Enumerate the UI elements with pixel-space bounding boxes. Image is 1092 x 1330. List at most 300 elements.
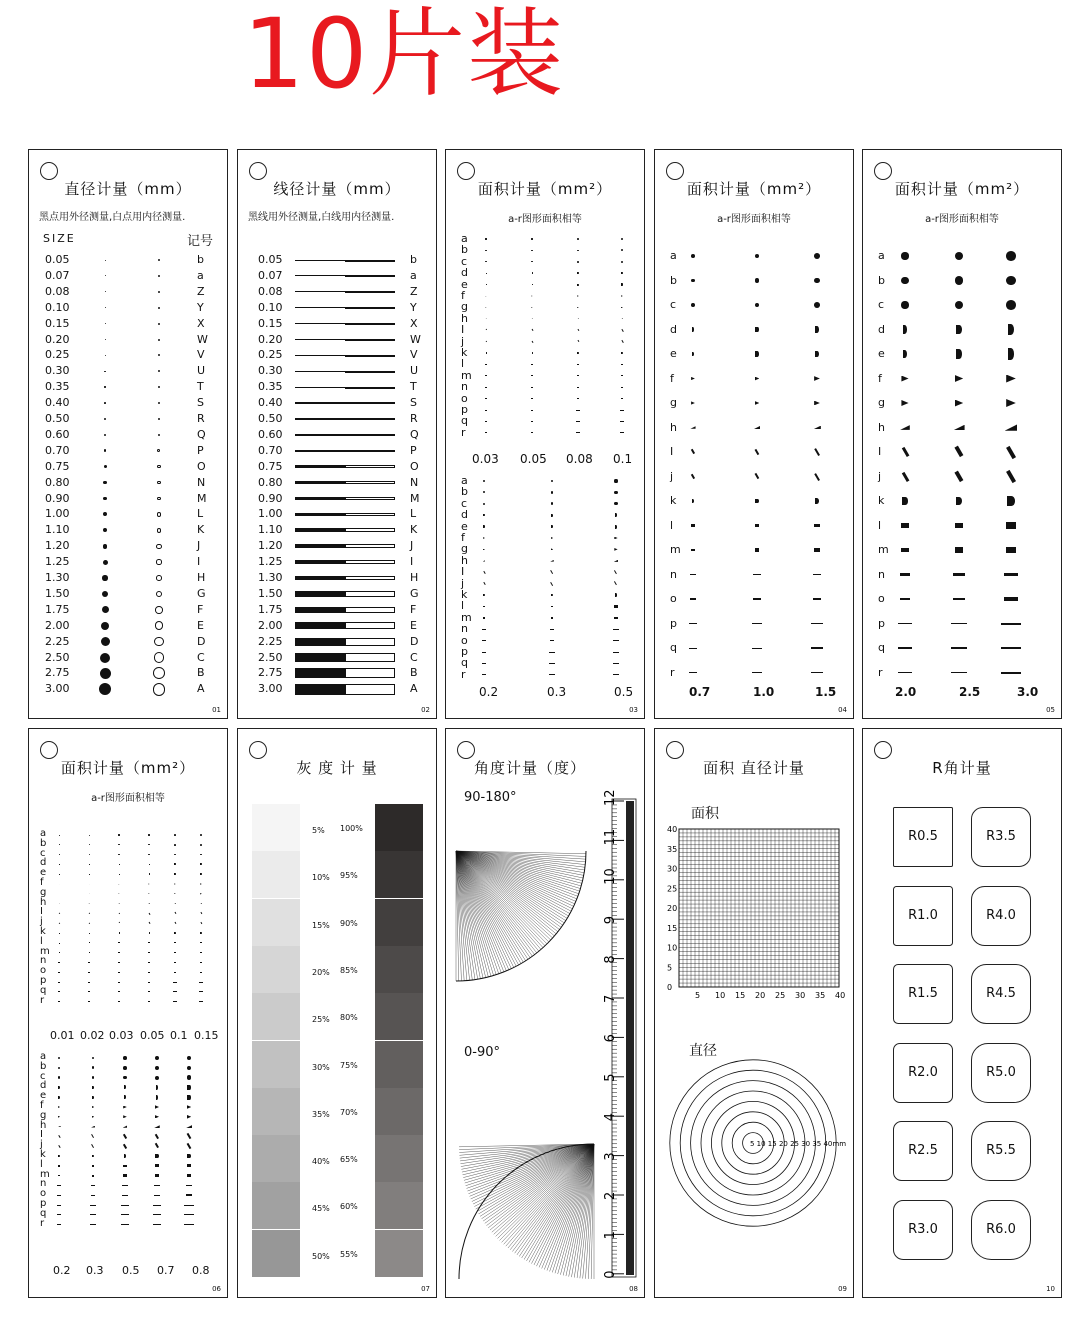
wire-row — [238, 301, 437, 315]
area-shape — [1008, 324, 1014, 335]
size-value: 0.50 — [45, 412, 70, 425]
wire-code: V — [410, 348, 418, 362]
shape-letter: I — [40, 1129, 43, 1141]
area-shape — [811, 647, 823, 648]
tick-label: 1.0 — [753, 685, 775, 699]
area-shape — [123, 1115, 127, 1118]
area-shape — [813, 426, 821, 430]
area-shape — [121, 1224, 128, 1225]
area-shape — [173, 1001, 176, 1002]
area-shape — [58, 1057, 60, 1059]
size-row — [29, 380, 228, 394]
shape-letter: g — [461, 542, 468, 556]
shape-letter: c — [878, 298, 885, 311]
area-shape — [174, 922, 176, 924]
area-shape — [88, 991, 90, 992]
area-shape — [57, 1205, 62, 1206]
area-shape — [953, 573, 966, 576]
shape-letter: p — [461, 403, 468, 416]
wire-code: C — [410, 650, 418, 664]
area-shape — [155, 1056, 159, 1060]
black-line — [295, 668, 345, 678]
area-shape — [148, 991, 151, 992]
banner-title: 10片装 — [243, 0, 566, 110]
filled-dot — [104, 402, 106, 404]
black-line — [295, 387, 345, 388]
area-shape — [900, 573, 911, 575]
area-shape — [690, 574, 696, 575]
area-shape — [955, 547, 963, 553]
area-shape — [92, 1086, 94, 1089]
white-line — [345, 307, 395, 309]
hollow-dot — [155, 606, 163, 614]
area-shape — [485, 421, 487, 422]
area-shape — [187, 1143, 192, 1149]
area-shape — [90, 1205, 96, 1206]
area-shape — [1006, 547, 1016, 553]
area-shape — [174, 844, 176, 846]
black-line — [295, 591, 345, 596]
size-value: 0.20 — [45, 332, 70, 346]
tick-label: 0.2 — [53, 1264, 71, 1277]
size-row — [29, 666, 228, 680]
area-shape — [689, 672, 697, 673]
white-line — [345, 497, 395, 500]
area-shape — [811, 672, 823, 673]
shape-letter: g — [670, 396, 677, 409]
black-line — [295, 684, 345, 695]
area-shape — [577, 364, 579, 365]
white-line — [345, 371, 395, 373]
area-shape — [614, 548, 617, 551]
area-shape — [148, 1001, 151, 1002]
shape-letter: I — [40, 906, 43, 918]
ruler-number: 3 — [603, 1152, 618, 1161]
card-subtitle: a-r图形面积相等 — [925, 214, 999, 225]
area-shape — [90, 1214, 96, 1215]
filled-dot — [104, 371, 105, 372]
area-shape — [614, 570, 617, 575]
area-shape — [953, 598, 966, 601]
wire-code: M — [410, 491, 420, 505]
area-shape — [1008, 348, 1014, 359]
shape-letter: b — [878, 273, 885, 287]
card-area-gauge-small — [445, 149, 645, 719]
tick-label: 0.08 — [566, 452, 593, 466]
white-line — [345, 260, 395, 262]
size-row — [29, 444, 228, 458]
area-shape — [614, 605, 617, 607]
ruler-number: 5 — [603, 1073, 618, 1082]
radius-sample: R2.0 — [893, 1043, 953, 1103]
gray-label-light: 5% — [312, 826, 325, 835]
shape-letter: c — [40, 847, 46, 859]
wire-code: H — [410, 571, 419, 584]
area-shape — [551, 582, 554, 586]
size-code: B — [197, 666, 205, 680]
shape-letter: r — [878, 665, 883, 679]
tick-label: 0.8 — [192, 1264, 210, 1277]
area-shape — [1006, 522, 1016, 528]
filled-dot — [103, 497, 107, 501]
area-shape — [755, 303, 760, 308]
filled-dot — [105, 291, 106, 292]
white-line — [345, 402, 395, 404]
area-shape — [551, 617, 554, 619]
card-number: 07 — [421, 1285, 430, 1293]
shape-letter: h — [670, 420, 677, 434]
wire-row — [238, 555, 437, 569]
area-shape — [621, 375, 623, 376]
hollow-dot — [158, 323, 160, 325]
size-row — [29, 682, 228, 696]
area-shape — [485, 318, 486, 319]
filled-dot — [104, 386, 105, 387]
angle-label-0-90: 0-90° — [464, 1045, 501, 1060]
area-shape — [153, 1205, 161, 1206]
tick-label: 0.2 — [479, 685, 499, 699]
area-shape — [813, 574, 822, 576]
area-shape — [689, 623, 697, 624]
area-shape — [57, 1126, 60, 1128]
area-shape — [483, 594, 485, 596]
area-shape — [691, 474, 695, 479]
area-shape — [155, 1115, 159, 1118]
wire-code: P — [410, 443, 417, 457]
size-value: 1.30 — [45, 571, 70, 584]
shape-letter: c — [461, 496, 468, 510]
black-line — [295, 434, 345, 436]
area-shape — [1006, 445, 1016, 458]
radius-sample: R0.5 — [893, 807, 953, 867]
angle-label-90-180: 90-180° — [464, 790, 517, 805]
wire-row — [238, 571, 437, 585]
area-shape — [148, 844, 149, 845]
area-shape — [122, 1195, 127, 1196]
filled-dot — [102, 606, 109, 613]
gray-swatch-light — [252, 1182, 300, 1229]
area-shape — [200, 922, 202, 924]
hollow-dot — [158, 259, 160, 261]
area-shape — [124, 1095, 126, 1099]
area-shape — [58, 1145, 60, 1148]
wire-row — [238, 285, 437, 299]
card-title: 角度计量（度） — [473, 759, 586, 777]
area-shape — [123, 1165, 127, 1167]
area-shape — [148, 834, 149, 835]
shape-letter: j — [878, 469, 882, 483]
wire-size-value: 0.90 — [258, 491, 283, 505]
area-shape — [483, 537, 485, 539]
area-shape — [753, 574, 760, 576]
shape-letter: e — [40, 1090, 47, 1102]
wire-code: X — [410, 316, 418, 330]
area-shape — [88, 982, 90, 983]
area-shape — [174, 903, 176, 904]
gray-swatch-light — [252, 1230, 300, 1277]
size-code: P — [197, 443, 204, 457]
area-shape — [59, 923, 60, 924]
size-row — [29, 523, 228, 537]
area-shape — [200, 942, 202, 943]
size-header: SIZE — [43, 232, 76, 245]
wire-size-value: 1.10 — [258, 523, 283, 537]
area-shape — [58, 991, 59, 992]
area-shape — [811, 623, 823, 624]
shape-letter: d — [461, 508, 468, 522]
wire-size-value: 0.10 — [258, 300, 283, 314]
hollow-dot — [156, 559, 161, 564]
area-shape — [89, 923, 90, 924]
card-number: 05 — [1046, 706, 1055, 714]
card-number: 04 — [838, 706, 847, 714]
area-shape — [154, 1125, 159, 1128]
wire-size-value: 0.75 — [258, 459, 283, 473]
area-shape — [200, 854, 202, 856]
area-shape — [690, 598, 696, 599]
card-number: 10 — [1046, 1285, 1055, 1293]
gray-swatch-dark — [375, 851, 423, 898]
area-shape — [531, 250, 532, 251]
area-shape — [119, 864, 120, 865]
filled-dot — [103, 528, 107, 532]
size-row — [29, 317, 228, 331]
area-shape — [123, 1174, 127, 1176]
area-shape — [89, 893, 90, 894]
tick-label: 0.3 — [547, 685, 567, 699]
area-shape — [692, 499, 695, 503]
shape-letter: r — [40, 1217, 45, 1229]
size-row — [29, 476, 228, 490]
radius-sample: R2.5 — [893, 1121, 953, 1181]
area-shape — [118, 982, 120, 983]
card-angle-gauge — [445, 728, 645, 1298]
wire-code: U — [410, 364, 419, 378]
shape-letter: f — [40, 877, 44, 888]
area-shape — [1004, 597, 1018, 600]
size-value: 2.00 — [45, 618, 70, 632]
area-shape — [752, 672, 762, 673]
area-shape — [58, 1116, 60, 1118]
size-code: H — [197, 571, 206, 584]
area-shape — [483, 606, 485, 607]
shape-letter: o — [40, 965, 47, 977]
area-shape — [57, 1185, 61, 1186]
area-shape — [187, 1154, 190, 1159]
shape-letter: q — [461, 414, 468, 428]
area-shape — [483, 503, 485, 505]
shape-letter: r — [40, 994, 45, 1006]
tick-label: 3.0 — [1017, 685, 1039, 699]
shape-letter: b — [461, 243, 468, 257]
area-shape — [174, 972, 176, 973]
radius-sample: R6.0 — [971, 1200, 1031, 1260]
area-shape — [531, 329, 532, 331]
size-row — [29, 587, 228, 601]
area-shape — [755, 401, 760, 405]
size-value: 0.75 — [45, 459, 70, 473]
area-shape — [122, 1185, 127, 1186]
wire-size-value: 0.35 — [258, 380, 283, 394]
hollow-dot — [158, 291, 160, 293]
wire-code: R — [410, 412, 418, 425]
area-shape — [155, 1134, 159, 1140]
area-shape — [951, 647, 968, 649]
card-subtitle: 黑点用外径测量,白点用内径测量. — [39, 212, 186, 223]
area-shape — [901, 472, 908, 482]
hollow-dot — [157, 465, 160, 468]
size-code: J — [197, 539, 201, 553]
size-value: 1.25 — [45, 555, 70, 569]
radius-sample: R3.0 — [893, 1200, 953, 1260]
gray-swatch-light — [252, 1135, 300, 1182]
area-shape — [531, 318, 533, 319]
area-shape — [187, 1133, 192, 1139]
card-number: 06 — [212, 1285, 221, 1293]
area-shape — [815, 351, 819, 358]
gray-label-light: 10% — [312, 873, 330, 883]
size-value: 0.35 — [45, 380, 70, 394]
wire-code: B — [410, 666, 418, 680]
area-shape — [621, 329, 623, 332]
area-shape — [689, 648, 697, 649]
shape-letter: a — [461, 232, 468, 245]
area-shape — [118, 884, 119, 885]
area-shape — [814, 302, 820, 308]
area-shape — [901, 548, 908, 553]
area-shape — [92, 1175, 95, 1177]
gray-label-light: 20% — [312, 967, 330, 977]
area-shape — [121, 1214, 128, 1215]
area-shape — [577, 261, 579, 263]
radius-sample: R1.0 — [893, 886, 953, 946]
size-value: 2.25 — [45, 634, 70, 648]
wire-size-value: 0.20 — [258, 332, 283, 346]
wire-code: L — [410, 507, 417, 521]
area-shape — [615, 593, 618, 596]
shape-letter: d — [878, 322, 885, 336]
shape-letter: d — [40, 1080, 47, 1092]
shape-letter: m — [670, 543, 681, 556]
area-shape — [814, 253, 820, 259]
filled-dot — [101, 637, 110, 646]
area-shape — [118, 1001, 120, 1002]
shape-letter: I — [670, 445, 674, 458]
area-shape — [1006, 399, 1016, 407]
wire-size-value: 0.30 — [258, 364, 283, 378]
area-shape — [200, 844, 202, 846]
area-shape — [89, 864, 90, 865]
area-shape — [483, 617, 485, 618]
area-shape — [149, 864, 150, 866]
shape-letter: p — [40, 975, 47, 986]
area-shape — [621, 249, 623, 251]
area-shape — [1006, 375, 1016, 383]
tick-label: 0.15 — [194, 1029, 219, 1042]
area-shape — [483, 549, 485, 551]
area-shape — [621, 364, 623, 365]
area-shape — [621, 238, 623, 240]
area-shape — [614, 617, 617, 619]
area-shape — [613, 640, 618, 641]
area-shape — [1004, 573, 1018, 576]
gray-label-dark: 90% — [340, 918, 358, 928]
area-shape — [532, 352, 533, 353]
area-shape — [486, 352, 487, 353]
size-value: 0.05 — [45, 253, 70, 266]
wire-row — [238, 444, 437, 458]
area-shape — [483, 514, 484, 517]
area-shape — [200, 834, 202, 836]
card-title: 灰 度 计 量 — [296, 759, 378, 777]
tick-label: 0.03 — [472, 452, 499, 466]
size-code: O — [197, 459, 206, 473]
area-shape — [57, 1224, 62, 1225]
area-shape — [903, 325, 908, 333]
area-shape — [1005, 424, 1018, 430]
area-shape — [532, 272, 533, 274]
ruler-number: 9 — [603, 915, 618, 925]
area-shape — [549, 652, 554, 653]
area-shape — [89, 952, 90, 953]
area-shape — [577, 238, 579, 240]
area-shape — [123, 1106, 127, 1109]
wire-size-value: 1.20 — [258, 539, 283, 553]
area-shape — [174, 912, 176, 914]
area-shape — [620, 421, 624, 422]
wire-code: D — [410, 634, 419, 648]
area-shape — [551, 491, 554, 494]
filled-dot — [101, 622, 109, 630]
area-shape — [577, 295, 579, 296]
area-shape — [956, 497, 962, 505]
ruler-number: 6 — [603, 1034, 618, 1043]
shape-letter: k — [670, 494, 677, 507]
area-shape — [691, 303, 695, 307]
area-shape — [200, 972, 203, 973]
ruler-number: 4 — [603, 1112, 618, 1122]
area-shape — [200, 893, 202, 895]
area-shape — [119, 932, 120, 933]
area-shape — [174, 952, 176, 953]
filled-dot — [104, 418, 106, 420]
wire-code: O — [410, 459, 419, 473]
wire-code: I — [410, 555, 414, 569]
area-shape — [531, 307, 532, 308]
wire-row — [238, 269, 437, 283]
area-shape — [148, 893, 149, 894]
size-code: Q — [197, 427, 206, 441]
area-shape — [156, 1085, 159, 1090]
shape-letter: l — [40, 1158, 43, 1170]
wire-code: J — [410, 539, 414, 553]
area-shape — [123, 1144, 127, 1149]
tick-label: 0.1 — [170, 1029, 188, 1042]
area-shape — [118, 952, 119, 953]
area-shape — [814, 548, 820, 552]
area-shape — [118, 991, 120, 992]
white-line — [345, 434, 395, 436]
area-shape — [1001, 647, 1020, 649]
area-shape — [621, 352, 622, 354]
area-shape — [92, 1155, 94, 1158]
size-value: 0.80 — [45, 475, 70, 489]
black-line — [295, 481, 345, 484]
area-shape — [187, 1075, 192, 1080]
gray-label-light: 50% — [312, 1251, 330, 1261]
ruler-number: 11 — [603, 828, 618, 846]
area-shape — [89, 933, 90, 934]
